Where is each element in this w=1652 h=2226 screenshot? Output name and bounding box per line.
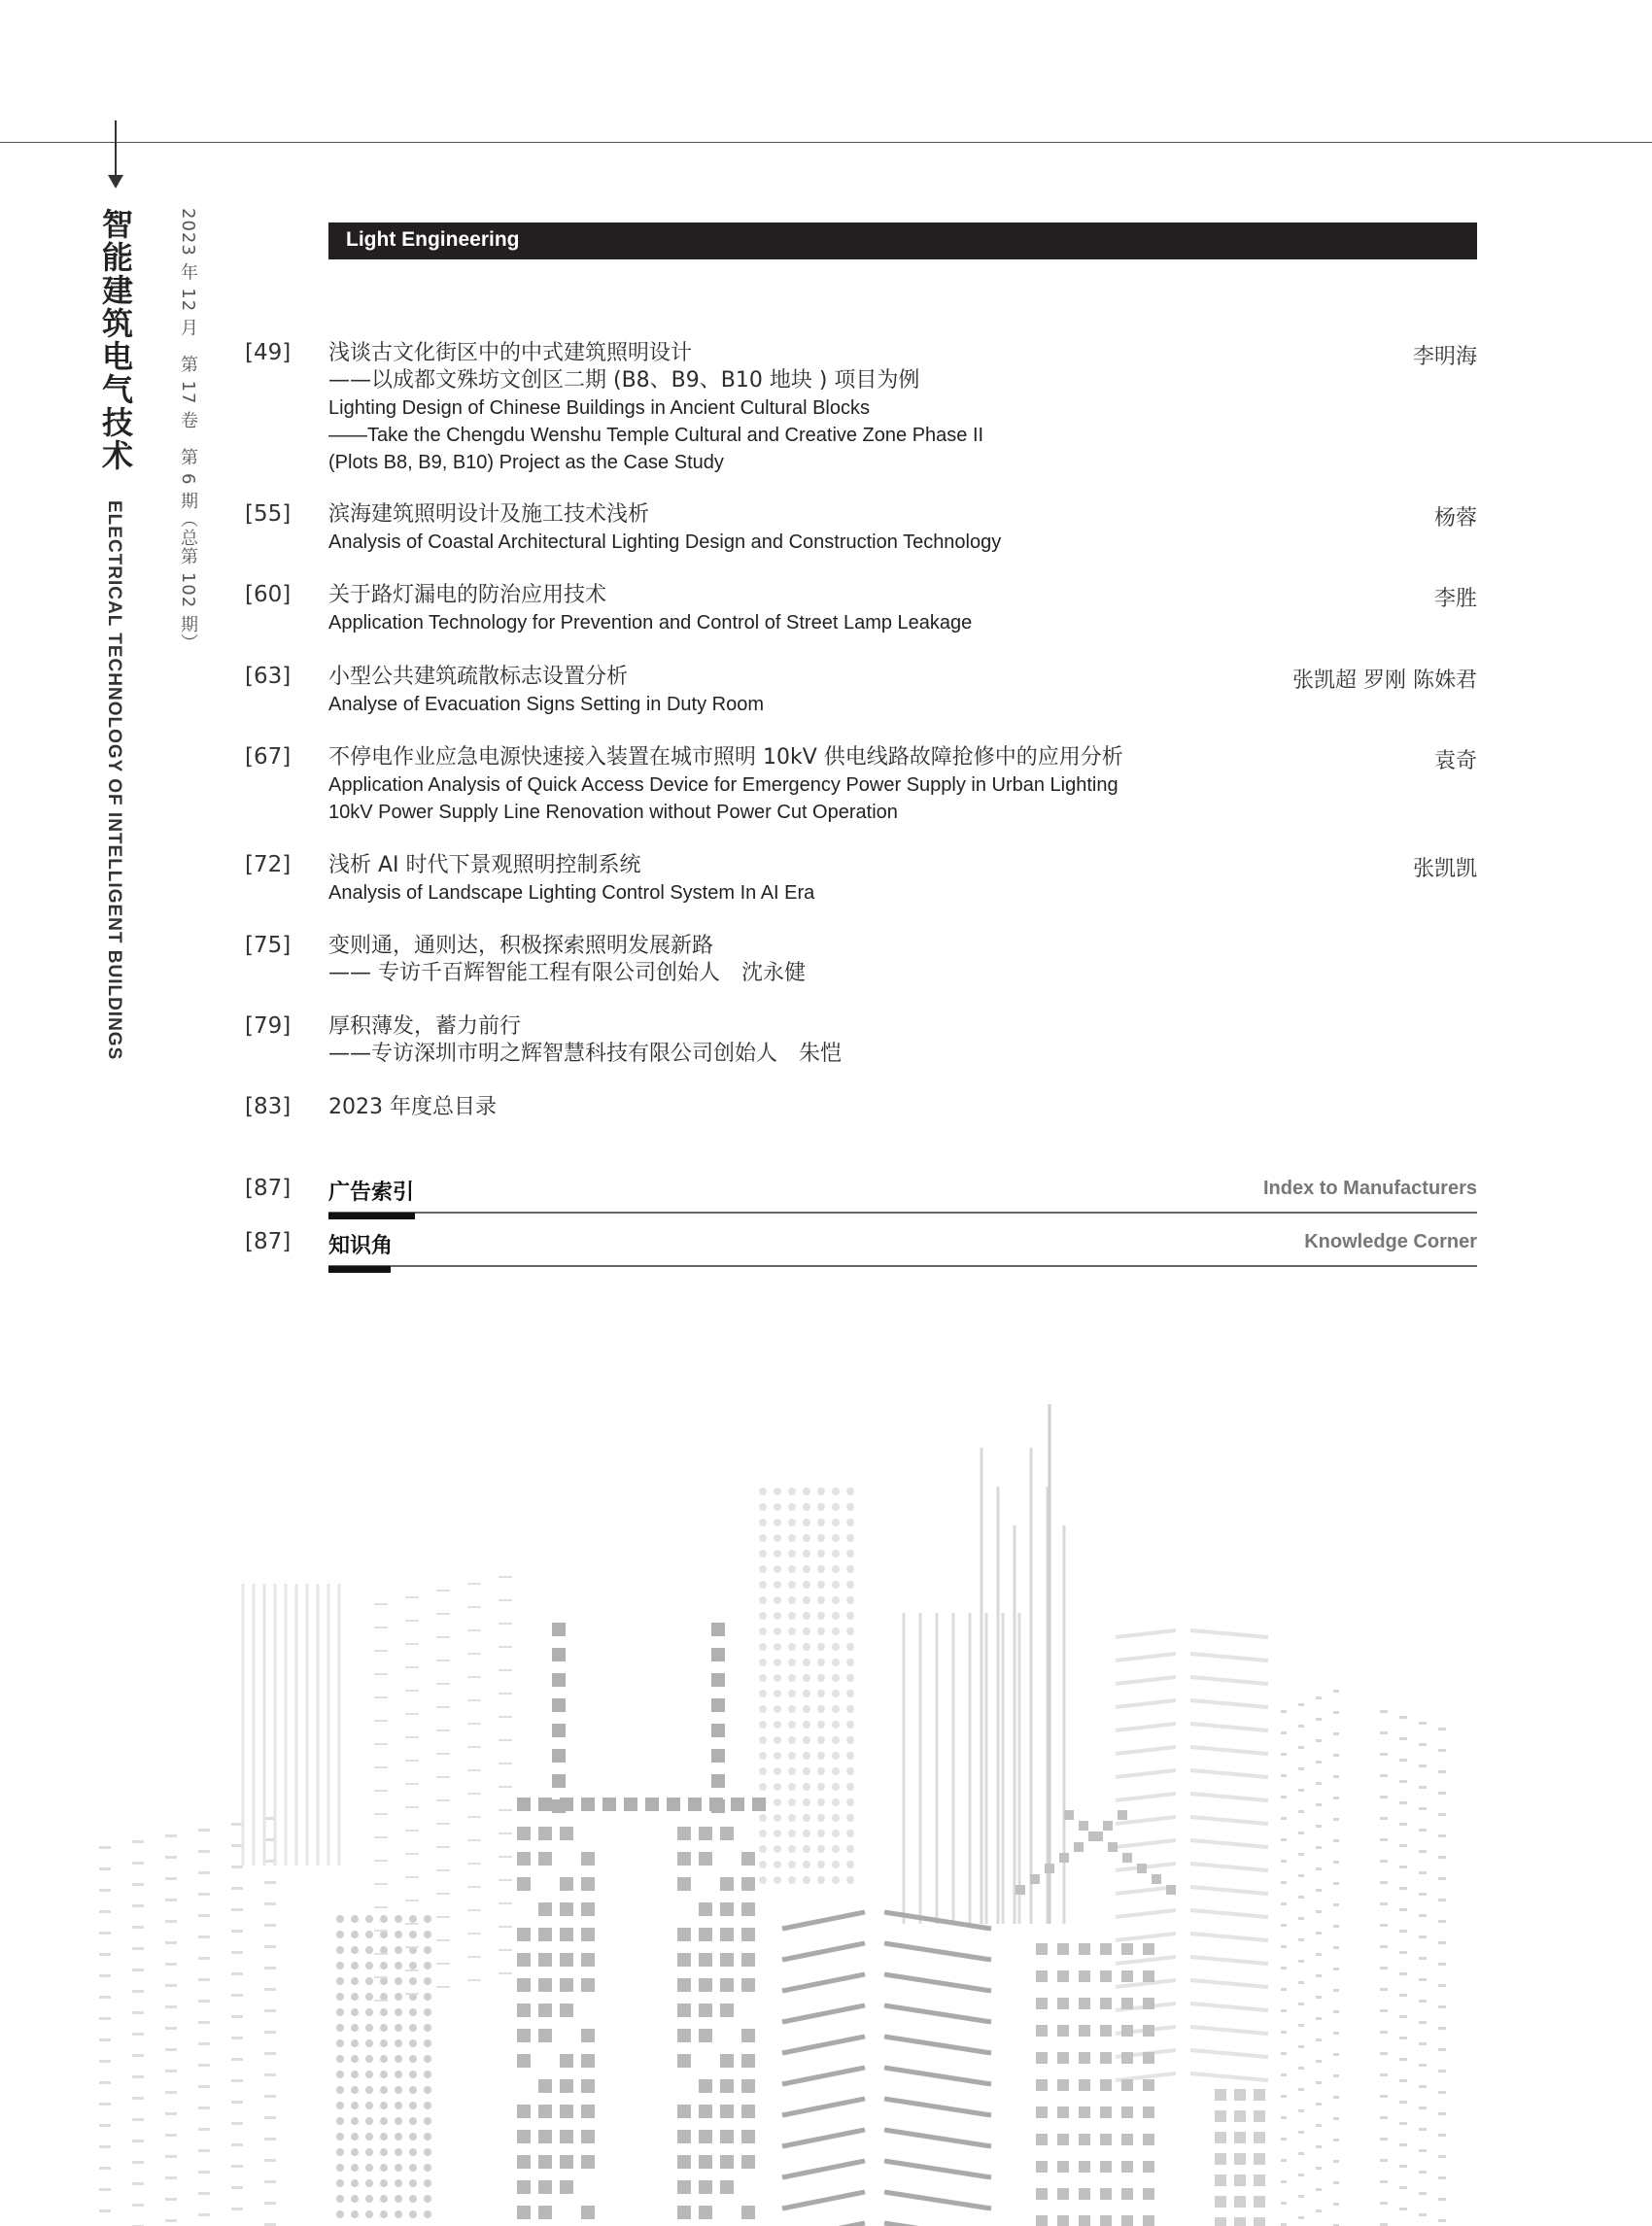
entry-title-block bbox=[328, 501, 1001, 556]
author: 李胜 bbox=[1433, 587, 1477, 611]
subtitle-cn: ——专访深圳市明之辉智慧科技有限公司创始人 朱恺 bbox=[328, 1042, 843, 1066]
page-number: [49] bbox=[245, 340, 292, 365]
page-number: [67] bbox=[245, 744, 292, 770]
index-entry-manufacturers[interactable] bbox=[245, 1176, 1477, 1234]
author: 杨蓉 bbox=[1433, 506, 1477, 531]
page-number: [72] bbox=[245, 852, 292, 877]
entry-title-block bbox=[328, 664, 764, 718]
entry-title-block bbox=[328, 1094, 497, 1121]
entry-title-block bbox=[328, 582, 972, 636]
index-rule bbox=[328, 1265, 1477, 1267]
author: 张凯凯 bbox=[1412, 857, 1477, 881]
page-number: [63] bbox=[245, 664, 292, 689]
title-cn: 不停电作业应急电源快速接入装置在城市照明 10kV 供电线路故障抢修中的应用分析 bbox=[328, 745, 1123, 770]
page-number: [60] bbox=[245, 582, 292, 607]
title-en: Analyse of Evacuation Signs Setting in Duty Room bbox=[328, 694, 765, 715]
page-number: [79] bbox=[245, 1013, 292, 1039]
index-tab bbox=[328, 1213, 415, 1219]
title-cn: 浅谈古文化街区中的中式建筑照明设计 bbox=[328, 341, 693, 365]
title-cn: 厚积薄发，蓄力前行 bbox=[328, 1014, 522, 1039]
page-number: [75] bbox=[245, 933, 292, 958]
page-number: [87] bbox=[245, 1176, 292, 1201]
down-arrow-icon bbox=[108, 175, 123, 188]
journal-title-cn: 智能建筑电气技术 bbox=[97, 208, 134, 472]
author: 袁奇 bbox=[1433, 749, 1477, 773]
entry-title-block bbox=[328, 852, 814, 907]
arrow-line bbox=[115, 120, 117, 177]
title-cn: 浅析 AI 时代下景观照明控制系统 bbox=[328, 853, 641, 877]
title-en: Lighting Design of Chinese Buildings in Ancient Cultural Blocks bbox=[328, 397, 870, 419]
subtitle-cn: —— 专访千百辉智能工程有限公司创始人 沈永健 bbox=[328, 961, 806, 985]
entry-title-block bbox=[328, 933, 806, 987]
city-skyline-illustration bbox=[0, 1380, 1652, 2226]
page-number: [83] bbox=[245, 1094, 292, 1119]
top-rule bbox=[0, 142, 1652, 143]
page-number: [55] bbox=[245, 501, 292, 527]
title-en: Analysis of Landscape Lighting Control System In AI Era bbox=[328, 882, 815, 904]
issue-info: 2023 年 12 月 第 17 卷 第 6 期（总第 102 期） bbox=[178, 208, 198, 652]
title-en: Application Analysis of Quick Access Device for Emergency Power Supply in Urban Lighting bbox=[328, 774, 1119, 796]
index-label-en: Index to Manufacturers bbox=[1262, 1178, 1477, 1199]
title-en: Analysis of Coastal Architectural Lighting Design and Construction Technology bbox=[328, 531, 1002, 553]
journal-title-en: ELECTRICAL TECHNOLOGY OF INTELLIGENT BUILDINGS bbox=[104, 500, 124, 1061]
section-header bbox=[328, 223, 1477, 259]
index-tab bbox=[328, 1266, 391, 1273]
entry-title-block bbox=[328, 744, 1123, 826]
subtitle-en-cont: (Plots B8, B9, B10) Project as the Case Study bbox=[328, 452, 724, 473]
subtitle-cn: ——以成都文殊坊文创区二期 (B8、B9、B10 地块 ) 项目为例 bbox=[328, 368, 920, 393]
index-label: 广告索引 bbox=[328, 1181, 415, 1205]
section-title: Light Engineering bbox=[346, 228, 520, 251]
index-label-en: Knowledge Corner bbox=[1304, 1231, 1477, 1252]
title-cn: 关于路灯漏电的防治应用技术 bbox=[328, 583, 607, 607]
index-entry-knowledge[interactable] bbox=[245, 1229, 1477, 1287]
entry-title-block bbox=[328, 1013, 842, 1068]
index-rule bbox=[328, 1212, 1477, 1214]
title-cn: 小型公共建筑疏散标志设置分析 bbox=[328, 665, 629, 689]
subtitle-en: ——Take the Chengdu Wenshu Temple Cultural and Creative Zone Phase II bbox=[328, 425, 984, 446]
title-cn: 变则通，通则达，积极探索照明发展新路 bbox=[328, 934, 714, 958]
title-en-cont: 10kV Power Supply Line Renovation without Power Cut Operation bbox=[328, 802, 898, 823]
entry-title-block bbox=[328, 340, 983, 476]
index-label: 知识角 bbox=[328, 1234, 394, 1258]
author: 张凯超 罗刚 陈姝君 bbox=[1292, 668, 1477, 693]
title-en: Application Technology for Prevention and Control of Street Lamp Leakage bbox=[328, 612, 973, 634]
author: 李明海 bbox=[1412, 345, 1477, 369]
page-number: [87] bbox=[245, 1229, 292, 1254]
title-cn: 滨海建筑照明设计及施工技术浅析 bbox=[328, 502, 650, 527]
title-cn: 2023 年度总目录 bbox=[328, 1095, 497, 1119]
